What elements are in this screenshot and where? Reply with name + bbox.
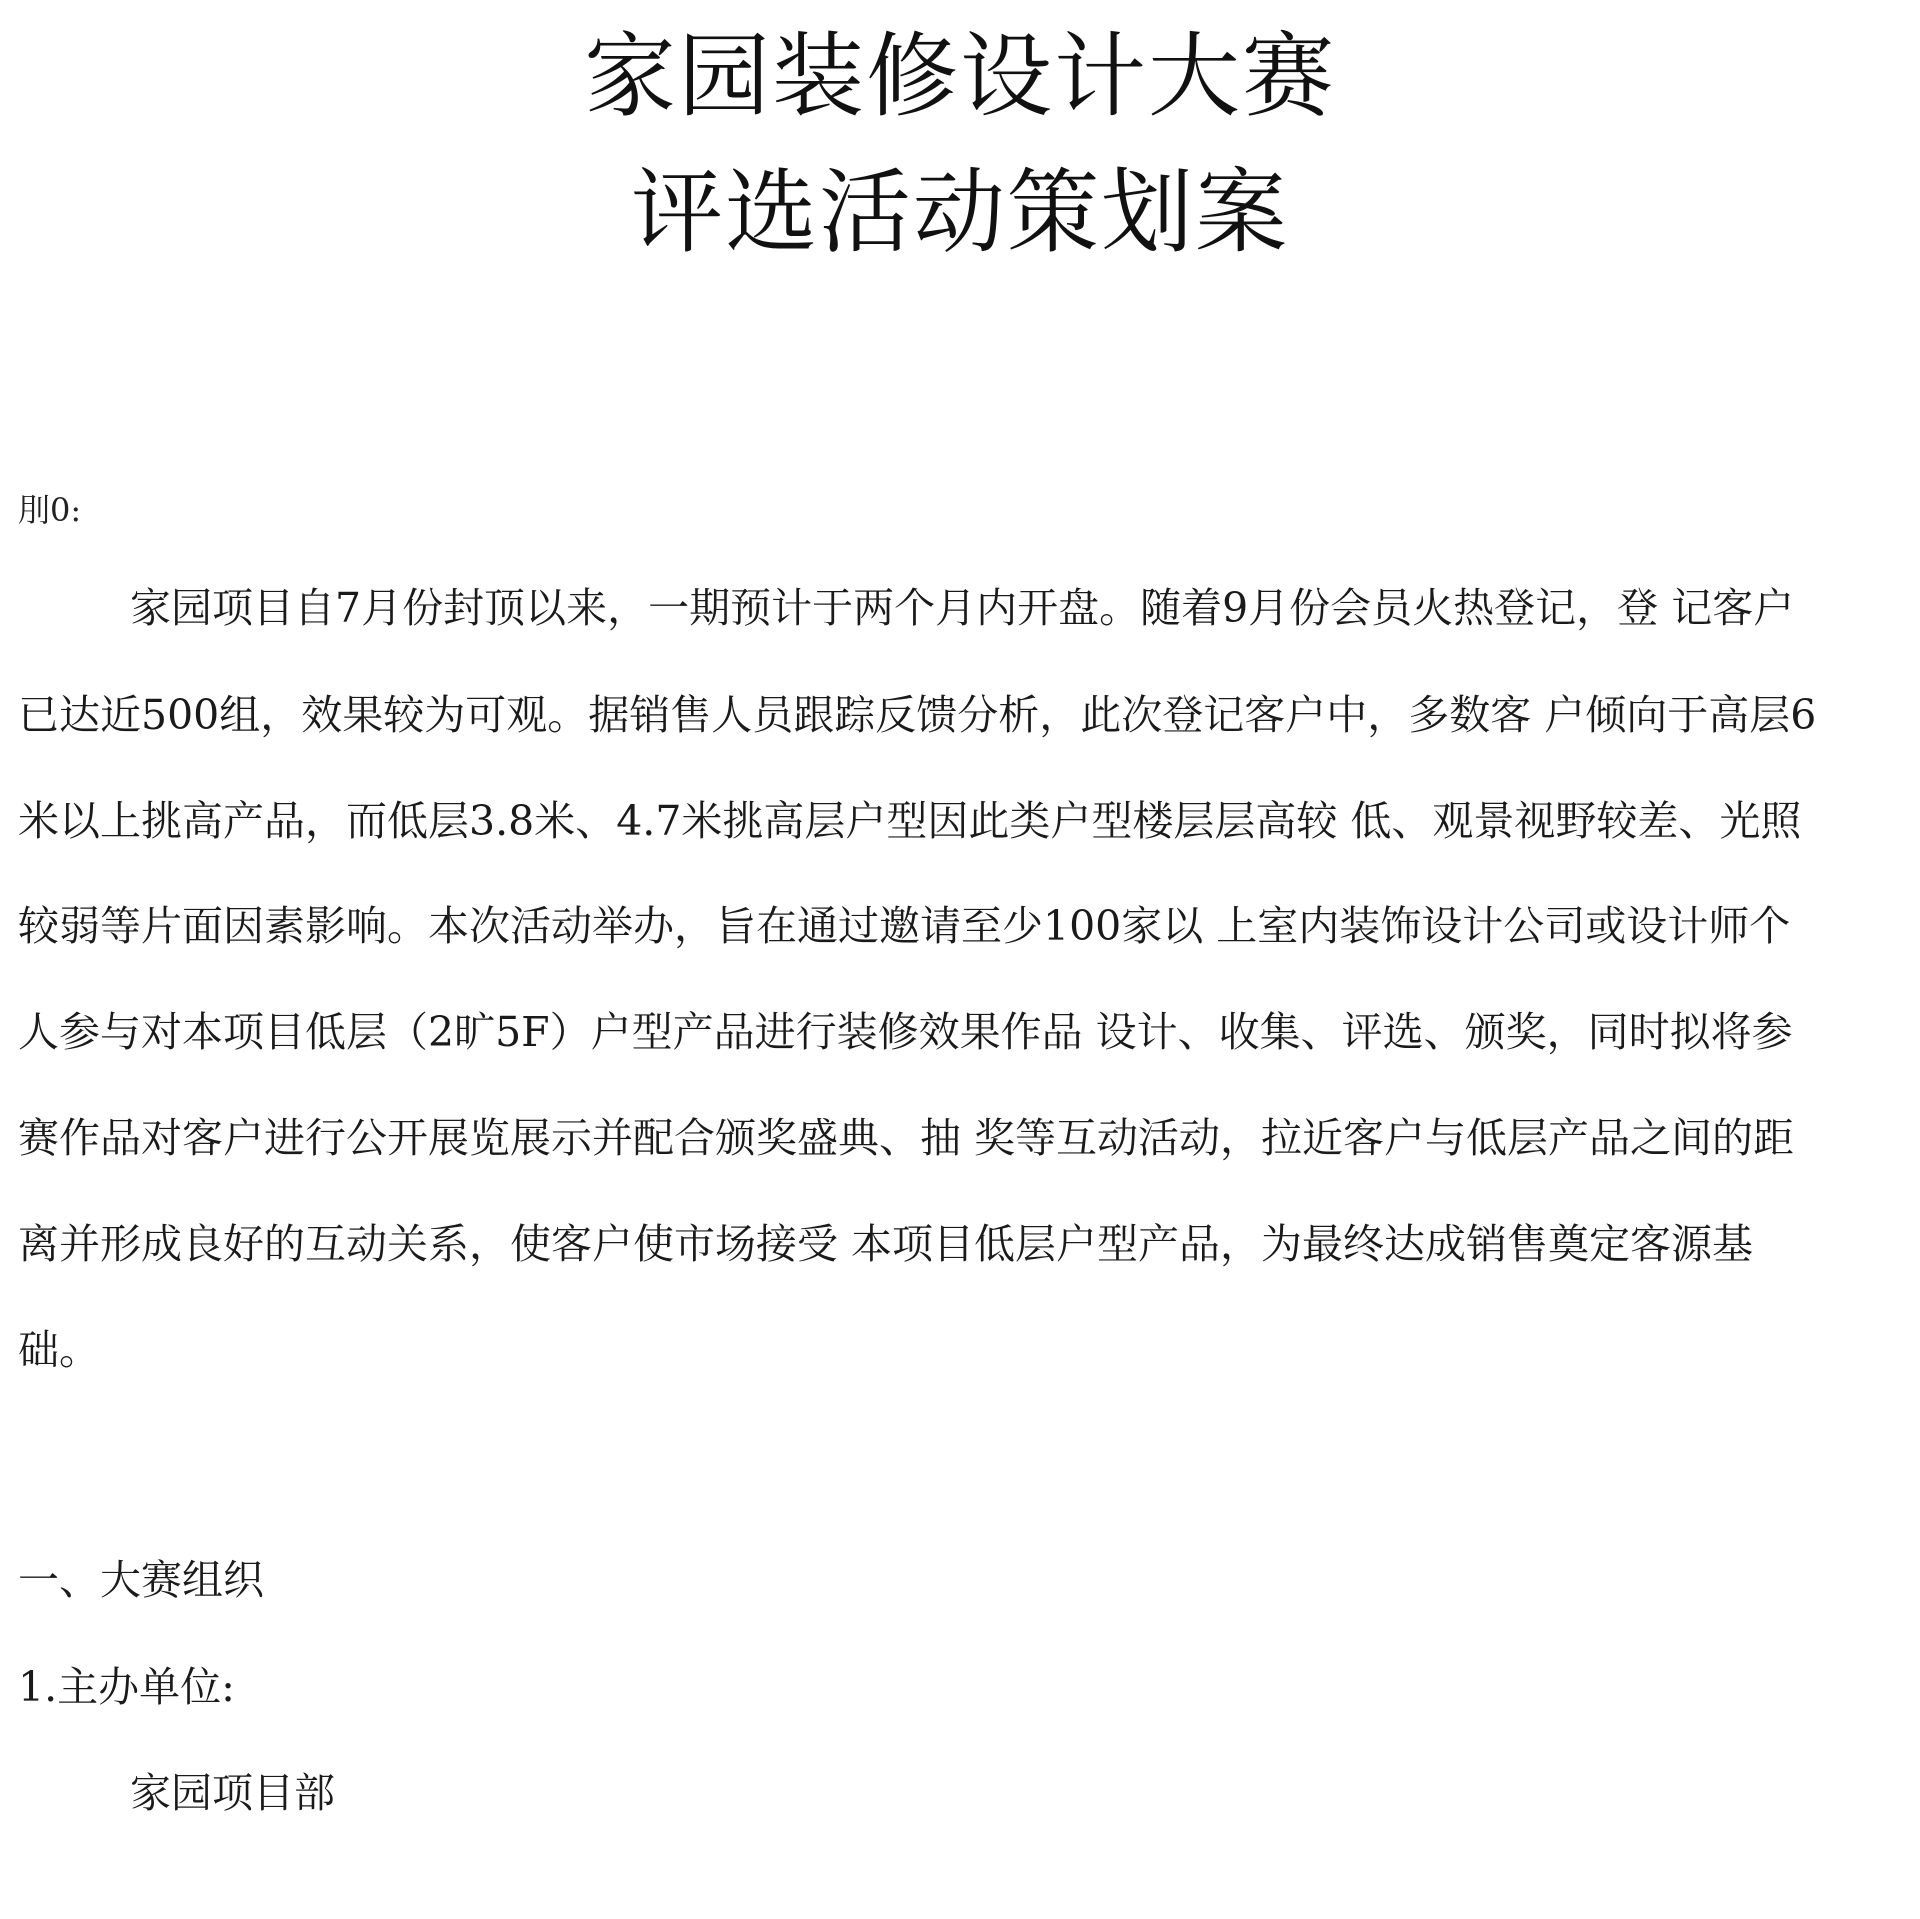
subsection-content: 家园项目部 [130,1769,335,1817]
paragraph-line: 础。 [18,1326,100,1374]
paragraph-line: 较弱等片面因素影响。本次活动举办，旨在通过邀请至少100家以 上室内装饰设计公司或设计师个 [18,902,1791,950]
paragraph-line: 家园项目自7月份封顶以来，一期预计于两个月内开盘。随着9月份会员火热登记，登 记客户 [130,584,1795,632]
paragraph-line: 离并形成良好的互动关系，使客户使市场接受 本项目低层户型产品，为最终达成销售奠定客源基 [18,1220,1754,1268]
preface-label: 刖0: [18,491,82,529]
document-title-line-2: 评选活动策划案 [630,159,1289,266]
subsection-heading: 1.主办单位: [18,1663,235,1711]
paragraph-line: 米以上挑高产品，而低层3.8米、4.7米挑高层户型因此类户型楼层层高较 低、观景视野较差、光照 [18,797,1802,845]
paragraph-line: 已达近500组，效果较为可观。据销售人员跟踪反馈分析，此次登记客户中，多数客 户倾向于高层6 [18,691,1817,739]
paragraph-line: 赛作品对客户进行公开展览展示并配合颁奖盛典、抽 奖等互动活动，拉近客户与低层产品之间的距 [18,1114,1795,1162]
document-title-line-1: 家园装修设计大赛 [583,23,1336,130]
paragraph-line: 人参与对本项目低层（2旷5F）户型产品进行装修效果作品 设计、收集、评选、颁奖，同时拟将参 [18,1008,1793,1056]
section-heading: 一、大赛组织 [18,1556,264,1604]
